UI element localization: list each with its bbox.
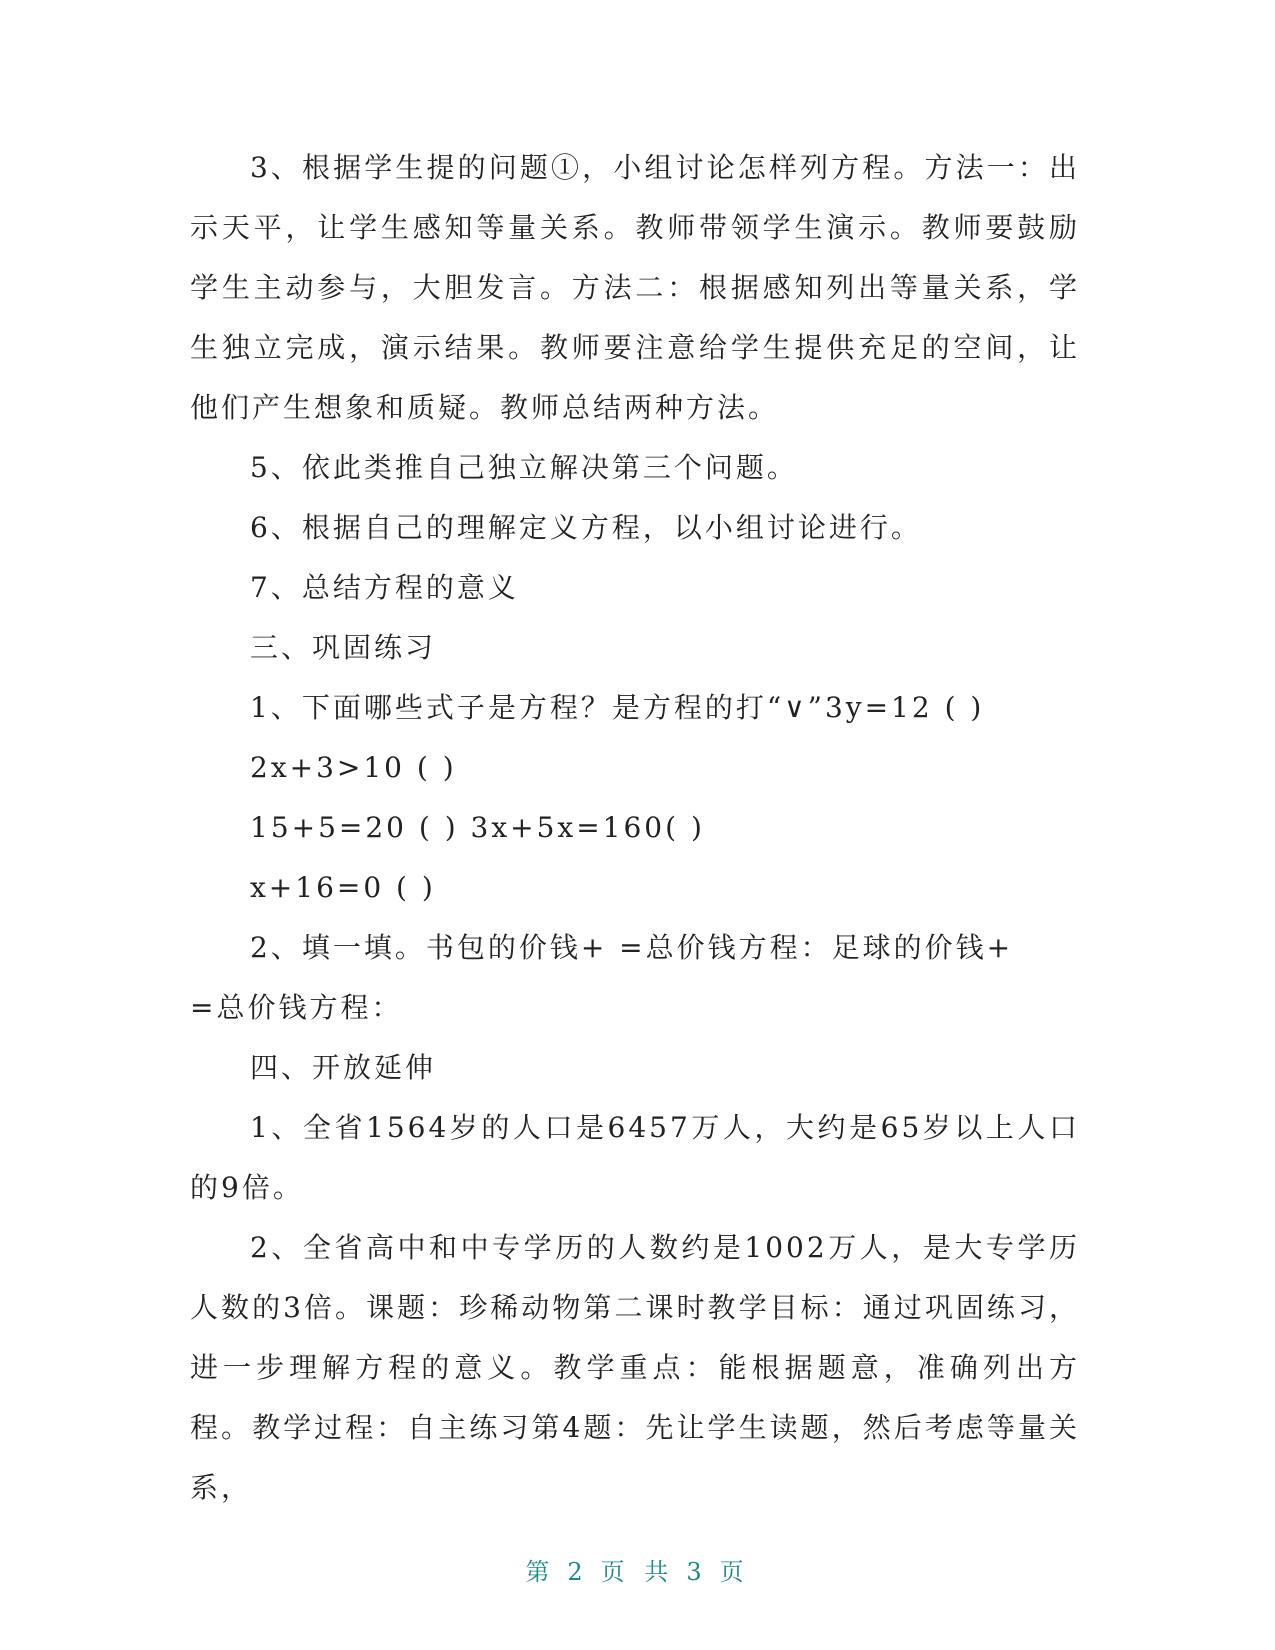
footer-page-number: 2 [567, 1558, 589, 1586]
footer-total-pages: 3 [686, 1558, 708, 1586]
extension-item-1: 1、全省1564岁的人口是6457万人，大约是65岁以上人口的9倍。 [190, 1111, 1080, 1204]
section-heading-practice: 三、巩固练习 [250, 631, 437, 664]
page-footer [0, 1552, 1275, 1587]
footer-middle: 页 共 [600, 1558, 675, 1586]
paragraph-step-7: 7、总结方程的意义 [250, 571, 519, 604]
footer-suffix: 页 [719, 1558, 750, 1586]
footer-prefix: 第 [525, 1558, 556, 1586]
paragraph-step-5: 5、依此类推自己独立解决第三个问题。 [250, 451, 798, 484]
exercise-1-item: 15+5=20 ( ) 3x+5x=160( ) [250, 811, 705, 844]
extension-item-2: 2、全省高中和中专学历的人数约是1002万人，是大专学历人数的3倍。课题：珍稀动物第二课时教学目标：通过巩固练习，进一步理解方程的意义。教学重点：能根据题意，准确列出方程。教学过程：自主练习第4题：先让学生读题，然后考虑等量关系， [190, 1231, 1080, 1504]
document-body [190, 138, 1080, 1518]
paragraph-step-6: 6、根据自己的理解定义方程，以小组讨论进行。 [250, 511, 922, 544]
paragraph-step-3: 3、根据学生提的问题①，小组讨论怎样列方程。方法一：出示天平，让学生感知等量关系。教师带领学生演示。教师要鼓励学生主动参与，大胆发言。方法二：根据感知列出等量关系，学生独立完成，演示结果。教师要注意给学生提供充足的空间，让他们产生想象和质疑。教师总结两种方法。 [190, 151, 1080, 424]
exercise-1-item: 2x+3>10 ( ) [250, 751, 457, 784]
section-heading-extension: 四、开放延伸 [250, 1051, 437, 1084]
exercise-1-item: x+16=0 ( ) [250, 871, 436, 904]
exercise-1-question: 1、下面哪些式子是方程？是方程的打“∨”3y=12 ( ) [250, 691, 985, 724]
exercise-2-continuation: =总价钱方程： [190, 991, 403, 1024]
exercise-2-question: 2、填一填。书包的价钱+ =总价钱方程：足球的价钱+ [250, 931, 1014, 964]
